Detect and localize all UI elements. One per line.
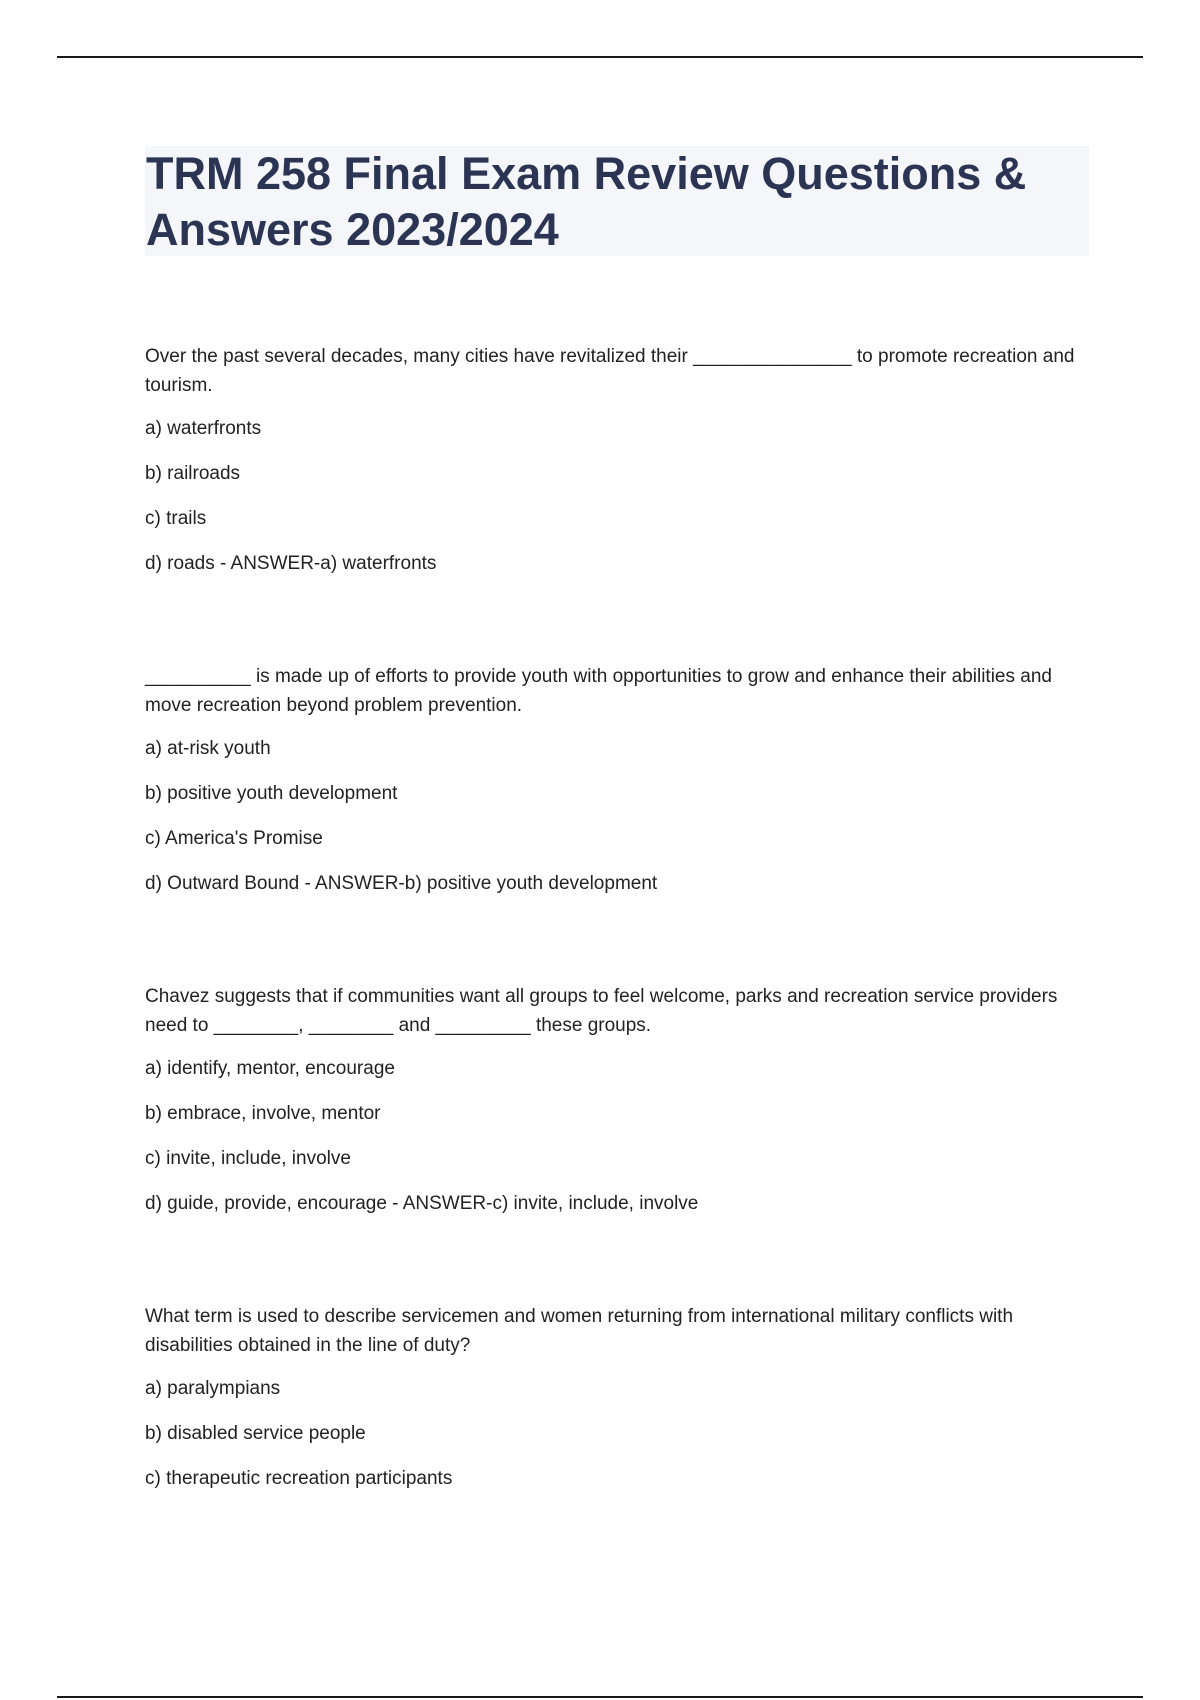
question-1 xyxy=(145,342,1085,578)
question-stem: Over the past several decades, many cities have revitalized their _______________ to promote recreation and tourism. xyxy=(145,346,1075,396)
title-banner xyxy=(145,146,1089,256)
option-c: c) invite, include, involve xyxy=(145,1148,351,1169)
question-list xyxy=(145,342,1085,1577)
top-rule xyxy=(57,56,1143,58)
question-3 xyxy=(145,982,1085,1218)
option-c: c) trails xyxy=(145,508,207,529)
option-d-with-answer: d) roads - ANSWER-a) waterfronts xyxy=(145,553,437,574)
option-b: b) positive youth development xyxy=(145,783,398,804)
document-title: TRM 258 Final Exam Review Questions & Answers 2023/2024 xyxy=(146,148,1027,255)
question-stem: Chavez suggests that if communities want all groups to feel welcome, parks and recreation service providers need to ________, ________ and _________ these groups. xyxy=(145,986,1058,1036)
bottom-rule xyxy=(57,1696,1143,1698)
option-d-with-answer: d) Outward Bound - ANSWER-b) positive youth development xyxy=(145,873,658,894)
question-stem: __________ is made up of efforts to provide youth with opportunities to grow and enhance their abilities and move recreation beyond problem prevention. xyxy=(145,666,1052,716)
option-c: c) America's Promise xyxy=(145,828,323,849)
option-a: a) identify, mentor, encourage xyxy=(145,1058,395,1079)
option-b: b) railroads xyxy=(145,463,241,484)
question-2 xyxy=(145,662,1085,898)
option-c: c) therapeutic recreation participants xyxy=(145,1468,453,1489)
option-a: a) at-risk youth xyxy=(145,738,271,759)
option-b: b) embrace, involve, mentor xyxy=(145,1103,381,1124)
question-stem: What term is used to describe servicemen and women returning from international military conflicts with disabilities obtained in the line of duty? xyxy=(145,1306,1014,1356)
option-a: a) waterfronts xyxy=(145,418,262,439)
option-b: b) disabled service people xyxy=(145,1423,366,1444)
option-d-with-answer: d) guide, provide, encourage - ANSWER-c) invite, include, involve xyxy=(145,1193,699,1214)
question-4 xyxy=(145,1302,1085,1493)
option-a: a) paralympians xyxy=(145,1378,281,1399)
